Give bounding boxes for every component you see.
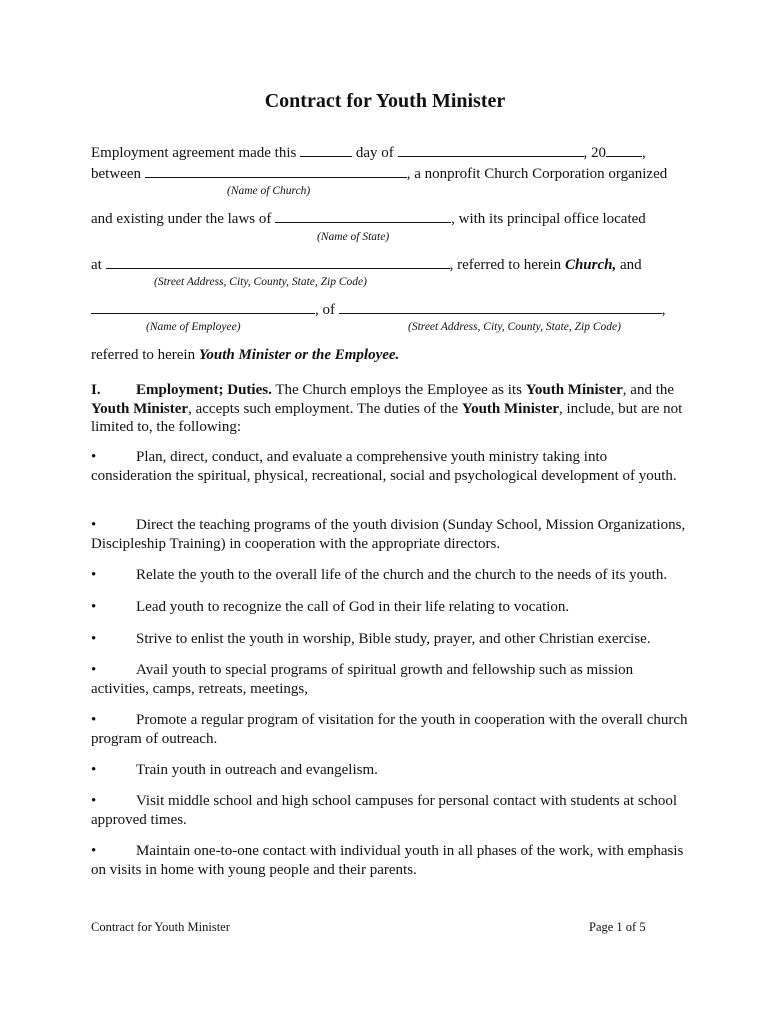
label: and xyxy=(619,257,642,273)
church-address-blank[interactable] xyxy=(106,255,450,269)
bullet-icon: • xyxy=(91,793,97,809)
section-heading: Employment; Duties. xyxy=(136,382,272,398)
agreement-date-line xyxy=(91,143,646,162)
label: , referred to herein xyxy=(449,257,562,273)
bullet-icon: • xyxy=(91,712,97,728)
address-line xyxy=(91,255,642,274)
duty-text: Plan, direct, conduct, and evaluate a comprehensive youth ministry taking into consideration the spiritual, physical, recreational, social and psychological development of youth. xyxy=(91,449,677,484)
section-text: , accepts such employment. The duties of the xyxy=(188,400,459,417)
page-number: Page 1 of 5 xyxy=(589,920,646,934)
bullet-icon: • xyxy=(91,517,97,533)
bullet-icon: • xyxy=(91,449,97,465)
duty-text: Direct the teaching programs of the youth division (Sunday School, Mission Organizations, Discipleship Training) in cooperation with the appropriate directors. xyxy=(91,517,686,552)
duty-item xyxy=(91,761,691,780)
caption-address: (Street Address, City, County, State, Zip Code) xyxy=(154,276,367,288)
duty-text: Lead youth to recognize the call of God in their life relating to vocation. xyxy=(136,599,570,615)
duty-item xyxy=(91,842,691,879)
label: Employment agreement made this xyxy=(91,145,297,161)
label: , of xyxy=(315,302,335,318)
footer-title: Contract for Youth Minister xyxy=(91,920,230,934)
label: day of xyxy=(355,145,394,161)
duty-item xyxy=(91,792,691,829)
bullet-icon: • xyxy=(91,567,97,583)
section-text: not limited to, the following: xyxy=(91,400,683,435)
youth-minister-term: Youth Minister xyxy=(525,382,623,398)
section-number: I. xyxy=(91,382,101,398)
label: , a nonprofit Church Corporation organized xyxy=(406,166,668,182)
section-text: , include, but are xyxy=(559,400,660,417)
label: between xyxy=(91,166,141,182)
label: , xyxy=(642,145,646,161)
employee-line xyxy=(91,300,666,319)
duty-text: Promote a regular program of visitation for the youth in cooperation with the overall church program of outreach. xyxy=(91,712,688,747)
bullet-icon: • xyxy=(91,631,97,647)
caption-employee: (Name of Employee) xyxy=(146,321,241,333)
employee-address-blank[interactable] xyxy=(339,300,662,314)
youth-minister-term: Youth Minister xyxy=(461,400,560,417)
caption-state: (Name of State) xyxy=(317,231,390,243)
duty-text: Maintain one-to-one contact with individual youth in all phases of the work, with emphasis on visits in home with young people and their parents. xyxy=(91,843,684,878)
duty-item xyxy=(91,566,691,585)
employee-name-blank[interactable] xyxy=(91,300,315,314)
state-line xyxy=(91,209,646,228)
label: , 20 xyxy=(583,145,607,161)
duty-item xyxy=(91,516,691,553)
caption-church: (Name of Church) xyxy=(227,185,311,197)
caption-employee-address: (Street Address, City, County, State, Zip Code) xyxy=(408,321,621,333)
youth-minister-term: Youth Minister or the Employee. xyxy=(198,347,400,363)
section-text: The Church employs the Employee as its xyxy=(275,382,522,398)
bullet-icon: • xyxy=(91,843,97,859)
duty-item xyxy=(91,630,691,649)
page-title: Contract for Youth Minister xyxy=(264,90,506,112)
section-text: , and the xyxy=(622,382,675,398)
label: and existing under the laws of xyxy=(91,211,272,227)
bullet-icon: • xyxy=(91,762,97,778)
duty-item xyxy=(91,448,691,485)
duty-text: Visit middle school and high school campuses for personal contact with students at school approved times. xyxy=(91,793,678,828)
label: referred to herein xyxy=(91,347,196,363)
month-blank[interactable] xyxy=(398,143,584,157)
duty-text: Avail youth to special programs of spiritual growth and fellowship such as mission activities, camps, retreats, meetings, xyxy=(91,662,634,697)
year-blank[interactable] xyxy=(606,143,642,157)
duty-text: Train youth in outreach and evangelism. xyxy=(136,762,378,778)
bullet-icon: • xyxy=(91,662,97,678)
youth-minister-term: Youth Minister xyxy=(91,400,189,417)
church-term: Church, xyxy=(564,257,617,273)
duty-item xyxy=(91,711,691,748)
day-blank[interactable] xyxy=(300,143,352,157)
section-employment-duties xyxy=(91,381,691,437)
duty-text: Strive to enlist the youth in worship, Bible study, prayer, and other Christian exercise. xyxy=(136,631,651,647)
label: , with its principal office located xyxy=(451,211,646,227)
label: at xyxy=(91,257,102,273)
bullet-icon: • xyxy=(91,599,97,615)
church-name-line xyxy=(91,164,667,183)
state-blank[interactable] xyxy=(275,209,451,223)
duty-item xyxy=(91,661,691,698)
duty-item xyxy=(91,598,691,617)
referred-line xyxy=(91,346,399,364)
label: , xyxy=(661,302,666,318)
church-name-blank[interactable] xyxy=(145,164,407,178)
duty-text: Relate the youth to the overall life of the church and the church to the needs of its youth. xyxy=(136,567,668,583)
